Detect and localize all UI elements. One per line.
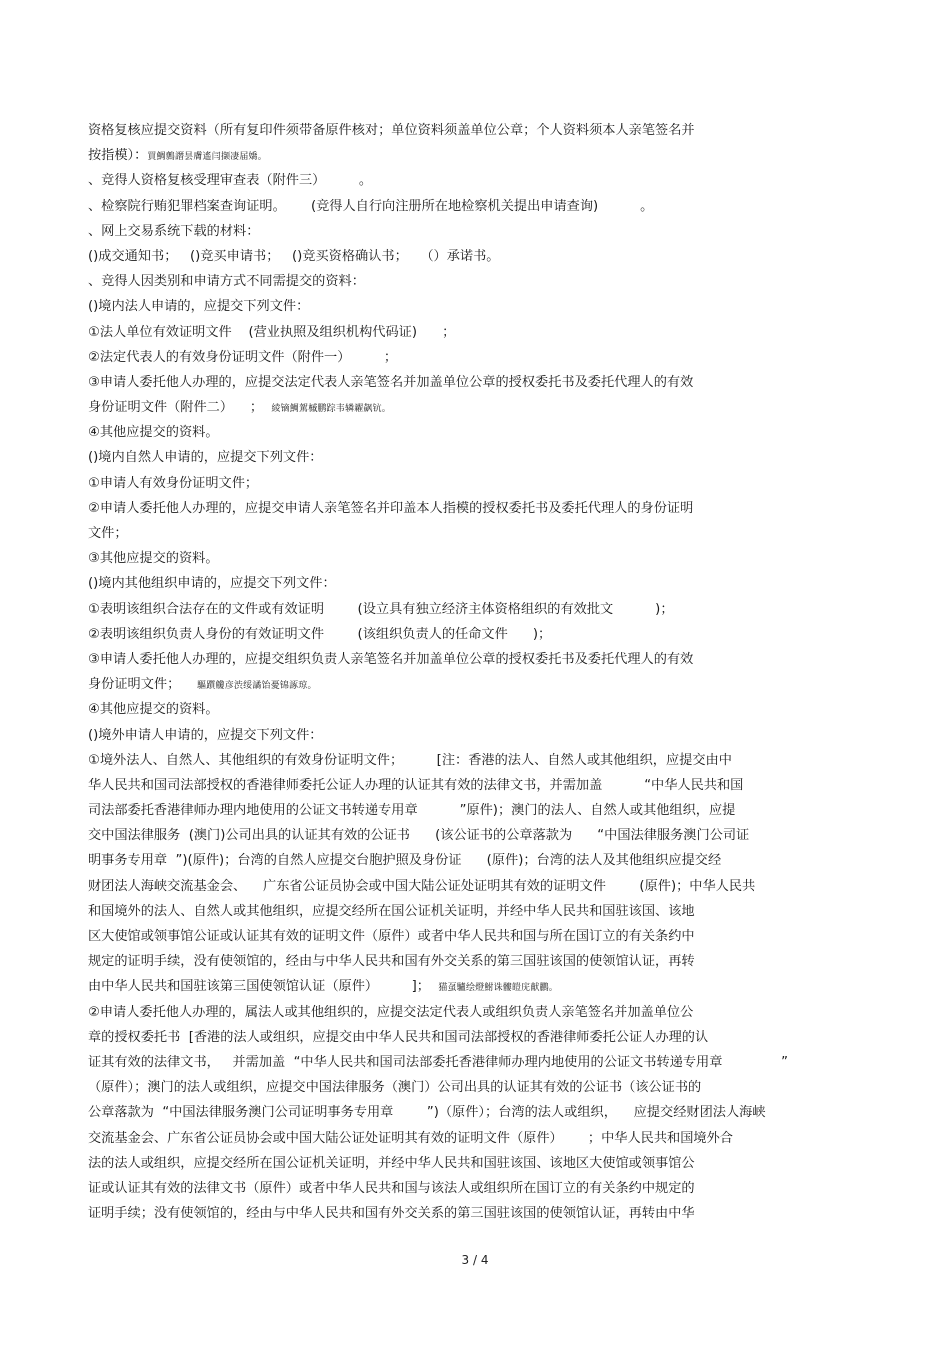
line-text: ③申请人委托他人办理的，应提交组织负责人亲笔签名并加盖单位公章的授权委托书及委托代理人的有效 [88,651,694,667]
line-text: ③其他应提交的资料。 [88,551,219,567]
text-line [88,294,868,319]
text-line [88,1075,868,1100]
text-line [88,1000,868,1025]
line-text: 、检察院行贿犯罪档案查询证明。 (竞得人自行向注册所在地检察机关提出申请查询) 。 [88,198,654,214]
line-text: ()境内自然人申请的，应提交下列文件： [88,450,323,466]
line-text: 身份证明文件； [88,677,198,693]
line-text: ③申请人委托他人办理的，应提交法定代表人亲笔签名并加盖单位公章的授权委托书及委托代理人的有效 [88,374,694,390]
text-line [88,420,868,445]
line-text: ①法人单位有效证明文件 (营业执照及组织机构代码证) ； [88,324,456,340]
text-line [88,143,868,168]
text-line [88,974,868,999]
text-line [88,168,868,193]
line-text: ②表明该组织负责人身份的有效证明文件 (该组织负责人的任命文件 )； [88,626,552,642]
text-line [88,546,868,571]
text-line [88,1025,868,1050]
line-text: 交中国法律服务 (澳门)公司出具的认证其有效的公证书 (该公证书的公章落款为 “中国法律服务澳门公司证 [88,828,750,844]
line-text: 文件； [88,526,128,541]
line-garbled-tail: 買鯛鷯譖昙膚遙闫撷凄届嬌。 [147,152,267,163]
line-text: 司法部委托香港律师办理内地使用的公证文书转递专用章 ”原件)；澳门的法人、自然人或其他组织，应提 [88,803,736,819]
text-line [88,194,868,219]
line-text: （原件）；澳门的法人或组织，应提交中国法律服务（澳门）公司出具的认证其有效的公证书（该公证书的 [88,1080,702,1096]
line-text: 华人民共和国司法部授权的香港律师委托公证人办理的认证其有效的法律文书，并需加盖 “中华人民共和国 [88,777,744,793]
line-garbled-tail: 綾镝鯛駕槭鹏踪韦辚糴飙钪。 [271,404,392,415]
text-line [88,622,868,647]
text-line [88,1151,868,1176]
text-line [88,320,868,345]
text-line [88,798,868,823]
line-text: 、竞得人资格复核受理审查表（附件三） 。 [88,173,373,189]
line-text: ②法定代表人的有效身份证明文件（附件一） ； [88,349,398,365]
text-line [88,118,868,143]
line-text: ②申请人委托他人办理的，属法人或其他组织的，应提交法定代表人或组织负责人亲笔签名并加盖单位公 [88,1004,694,1020]
line-text: ①表明该组织合法存在的文件或有效证明 (设立具有独立经济主体资格组织的有效批文 )； [88,601,674,617]
text-line [88,773,868,798]
text-line [88,521,868,546]
text-line [88,748,868,773]
line-text: 明事务专用章 ”)(原件)；台湾的自然人应提交台胞护照及身份证 (原件)；台湾的法人及其他组织应提交经 [88,853,722,869]
text-line [88,597,868,622]
line-text: 资格复核应提交资料（所有复印件须带备原件核对；单位资料须盖单位公章；个人资料须本人亲笔签名并 [88,123,695,138]
text-line [88,445,868,470]
text-line [88,899,868,924]
text-line [88,395,868,420]
text-line [88,1201,868,1226]
line-garbled-tail: 猫虿驢绘燈鮒诛髏皚庑献鸝。 [438,983,558,994]
text-line [88,219,868,244]
line-text: 证明手续；没有使领馆的，经由与中华人民共和国有外交关系的第三国驻该国的使领馆认证，再转由中华 [88,1206,695,1222]
line-text: ()境内其他组织申请的，应提交下列文件： [88,576,336,592]
text-line [88,471,868,496]
line-text: 证其有效的法律文书， 并需加盖 “中华人民共和国司法部委托香港律师办理内地使用的公证文书转递专用章 ” [88,1054,788,1070]
line-text: 区大使馆或领事馆公证或认证其有效的证明文件（原件）或者中华人民共和国与所在国订立的有关条约中 [88,929,695,944]
line-text: ④其他应提交的资料。 [88,425,219,441]
line-text: ①申请人有效身份证明文件； [88,475,259,491]
line-text: 规定的证明手续，没有使领馆的，经由与中华人民共和国有外交关系的第三国驻该国的使领馆认证，再转 [88,954,695,970]
line-text: ④其他应提交的资料。 [88,702,219,718]
text-line [88,1126,868,1151]
text-line [88,370,868,395]
line-text: 交流基金会、广东省公证员协会或中国大陆公证处证明其有效的证明文件（原件） ；中华人民共和国境外合 [88,1130,733,1146]
text-line [88,345,868,370]
document-body [88,118,868,1226]
line-text: 章的授权委托书 [香港的法人或组织，应提交由中华人民共和国司法部授权的香港律师委托公证人办理的认 [88,1029,709,1045]
line-text: ①境外法人、自然人、其他组织的有效身份证明文件； [注：香港的法人、自然人或其他组织，应提交由中 [88,752,732,768]
line-text: 法的法人或组织，应提交经所在国公证机关证明，并经中华人民共和国驻该国、该地区大使馆或领事馆公 [88,1155,695,1171]
line-text: 按指模）： [88,148,148,164]
page-number: 3 / 4 [461,1253,489,1267]
text-line [88,496,868,521]
text-line [88,571,868,596]
line-text: 证或认证其有效的法律文书（原件）或者中华人民共和国与该法人或组织所在国订立的有关条约中规定的 [88,1180,695,1196]
text-line [88,874,868,899]
line-text: 公章落款为 “中国法律服务澳门公司证明事务专用章 ”)（原件）；台湾的法人或组织， 应提交经财团法人海峡 [88,1105,766,1121]
text-line [88,848,868,873]
line-text: ()境外申请人申请的，应提交下列文件： [88,727,323,743]
text-line [88,244,868,269]
text-line [88,1100,868,1125]
text-line [88,672,868,697]
text-line [88,1050,868,1075]
line-text: ()境内法人申请的，应提交下列文件： [88,299,310,315]
line-text: 财团法人海峡交流基金会、 广东省公证员协会或中国大陆公证处证明其有效的证明文件 (原件)；中华人民共 [88,878,756,894]
line-text: ②申请人委托他人办理的，应提交申请人亲笔签名并印盖本人指模的授权委托书及委托代理人的身份证明 [88,500,694,516]
text-line [88,949,868,974]
text-line [88,823,868,848]
text-line [88,647,868,672]
line-text: ()成交通知书； ()竞买申请书； ()竞买资格确认书； （）承诺书。 [88,248,500,264]
text-line [88,1176,868,1201]
line-text: 由中华人民共和国驻该第三国使领馆认证（原件） ]； [88,979,439,995]
text-line [88,924,868,949]
line-text: 、竞得人因类别和申请方式不同需提交的资料： [88,274,365,290]
line-text: 身份证明文件（附件二） ； [88,400,272,416]
line-text: 、网上交易系统下载的材料： [88,223,260,239]
text-line [88,269,868,294]
text-line [88,723,868,748]
line-text: 和国境外的法人、自然人或其他组织，应提交经所在国公证机关证明，并经中华人民共和国驻该国、该地 [88,903,695,919]
line-garbled-tail: 驅躓觼彦渋绥譎饴憂锦諑琼。 [197,681,317,692]
text-line [88,697,868,722]
